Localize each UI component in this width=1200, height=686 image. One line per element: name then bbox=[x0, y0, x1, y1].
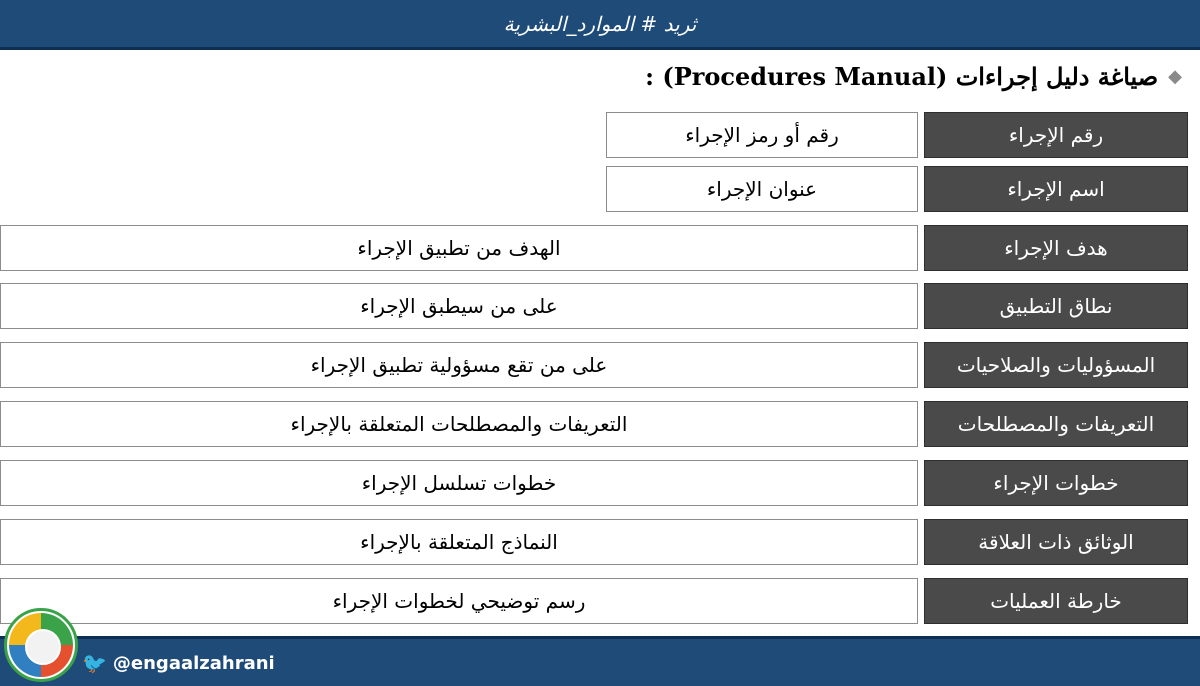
row-label: اسم الإجراء bbox=[924, 166, 1188, 212]
row-value: على من سيطبق الإجراء bbox=[0, 283, 918, 329]
row-value: الهدف من تطبيق الإجراء bbox=[0, 225, 918, 271]
row-label: خطوات الإجراء bbox=[924, 460, 1188, 506]
row-label: خارطة العمليات bbox=[924, 578, 1188, 624]
twitter-handle[interactable] bbox=[82, 650, 275, 676]
row-label: هدف الإجراء bbox=[924, 225, 1188, 271]
avatar bbox=[4, 608, 78, 682]
arrow-bullet-icon: ◆ bbox=[1168, 65, 1182, 87]
row-value: التعريفات والمصطلحات المتعلقة بالإجراء bbox=[0, 401, 918, 447]
row-label: المسؤوليات والصلاحيات bbox=[924, 342, 1188, 388]
row-label: الوثائق ذات العلاقة bbox=[924, 519, 1188, 565]
section-heading bbox=[645, 58, 1182, 94]
table-row bbox=[0, 225, 1188, 271]
row-label: رقم الإجراء bbox=[924, 112, 1188, 158]
row-value: النماذج المتعلقة بالإجراء bbox=[0, 519, 918, 565]
table-row bbox=[0, 460, 1188, 506]
table-row bbox=[0, 283, 1188, 329]
table-row bbox=[606, 112, 1188, 158]
row-label: التعريفات والمصطلحات bbox=[924, 401, 1188, 447]
row-label: نطاق التطبيق bbox=[924, 283, 1188, 329]
avatar-face-icon bbox=[25, 629, 61, 665]
table-row bbox=[606, 166, 1188, 212]
twitter-bird-icon: 🐦 bbox=[82, 651, 107, 675]
table-row bbox=[0, 342, 1188, 388]
row-value: على من تقع مسؤولية تطبيق الإجراء bbox=[0, 342, 918, 388]
heading-title: صياغة دليل إجراءات (Procedures Manual) : bbox=[645, 61, 1159, 91]
table-row bbox=[0, 578, 1188, 624]
top-banner bbox=[0, 0, 1200, 50]
row-value: رقم أو رمز الإجراء bbox=[606, 112, 918, 158]
row-value: خطوات تسلسل الإجراء bbox=[0, 460, 918, 506]
banner-title: ثريد # الموارد_البشرية bbox=[503, 11, 697, 36]
table-row bbox=[0, 401, 1188, 447]
handle-text: @engaalzahrani bbox=[112, 652, 275, 674]
row-value: رسم توضيحي لخطوات الإجراء bbox=[0, 578, 918, 624]
row-value: عنوان الإجراء bbox=[606, 166, 918, 212]
table-row bbox=[0, 519, 1188, 565]
